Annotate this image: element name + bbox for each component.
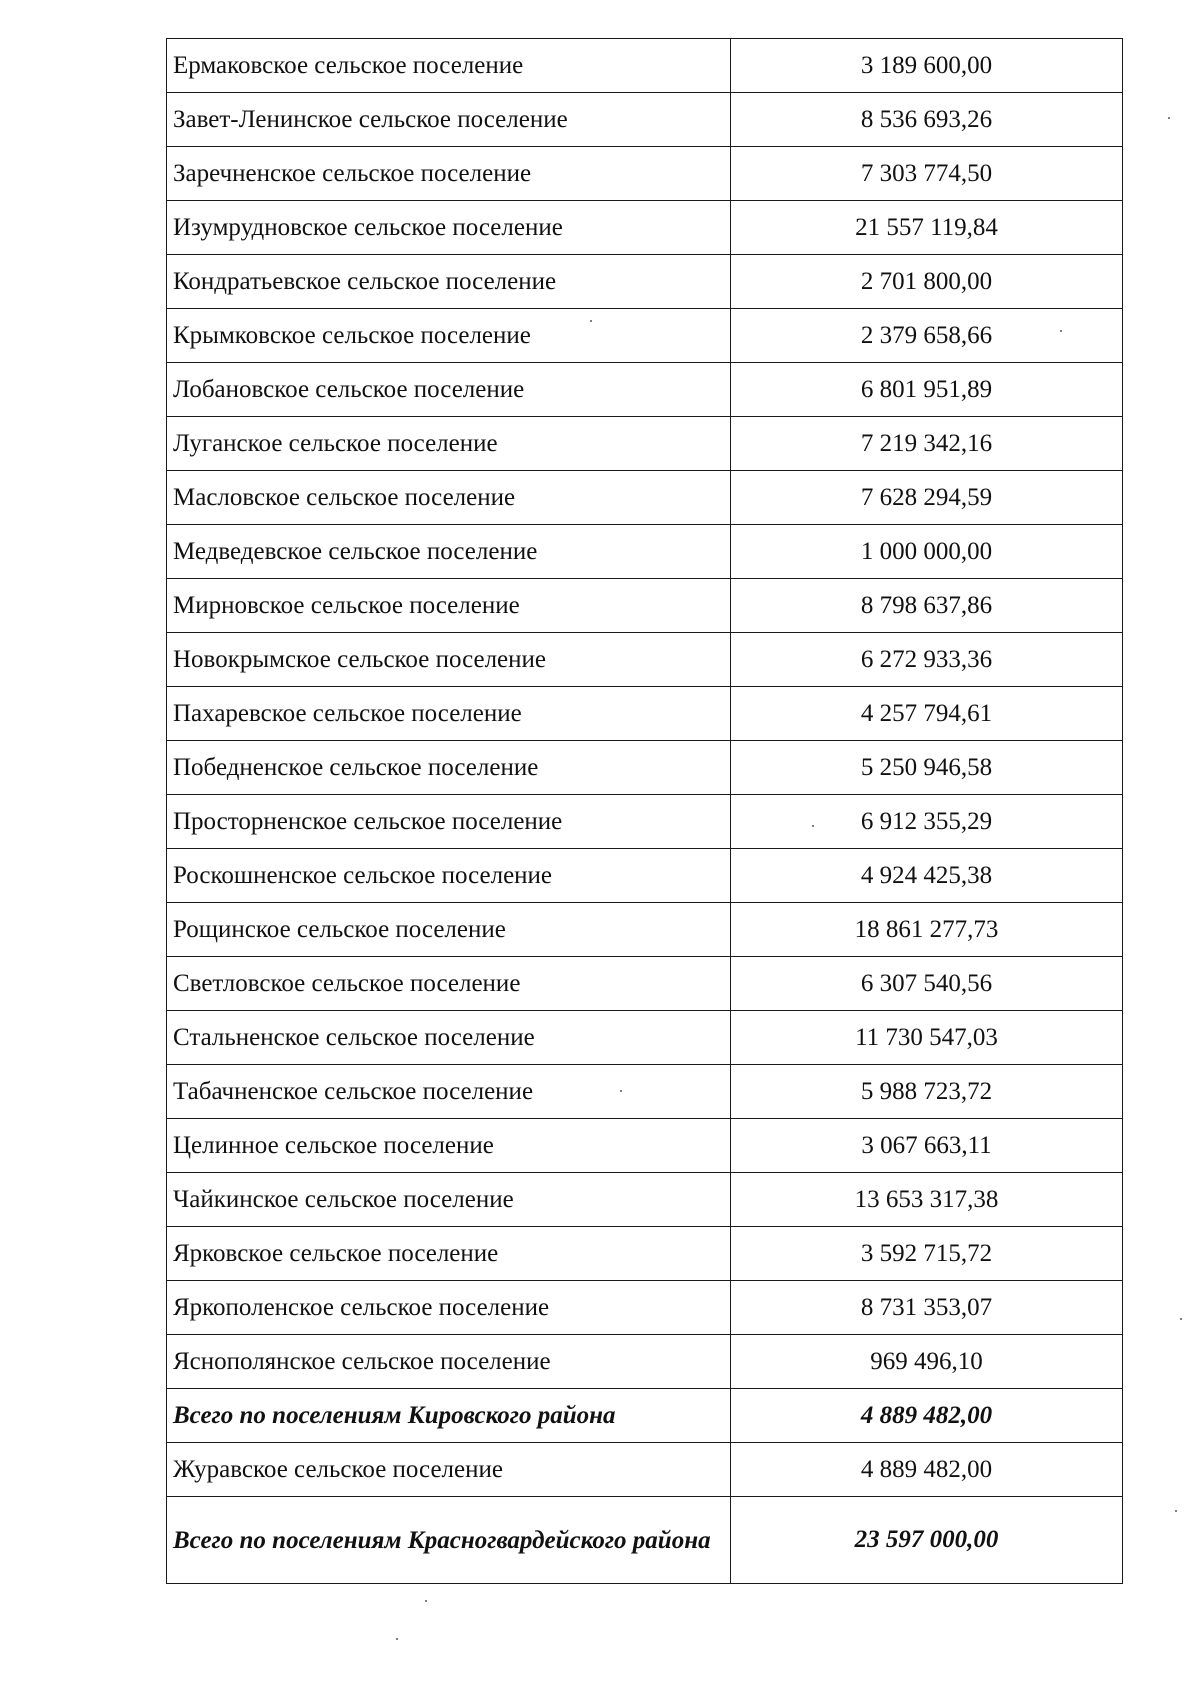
settlement-amount: 5 988 723,72 (731, 1065, 1123, 1119)
settlement-amount: 6 272 933,36 (731, 633, 1123, 687)
settlement-name: Крымковское сельское поселение (167, 309, 731, 363)
scan-speck (590, 320, 592, 322)
table-row (167, 363, 1123, 417)
settlement-name: Табачненское сельское поселение (167, 1065, 731, 1119)
table-row (167, 903, 1123, 957)
settlement-name: Просторненское сельское поселение (167, 795, 731, 849)
settlement-amount: 6 307 540,56 (731, 957, 1123, 1011)
settlement-name: Луганское сельское поселение (167, 417, 731, 471)
table-row (167, 1173, 1123, 1227)
settlement-amount: 2 379 658,66 (731, 309, 1123, 363)
table-row (167, 1227, 1123, 1281)
table-row (167, 201, 1123, 255)
settlement-amount: 8 798 637,86 (731, 579, 1123, 633)
settlements-budget-table (166, 38, 1123, 1584)
district-total-amount: 23 597 000,00 (731, 1497, 1123, 1584)
settlement-name: Яркополенское сельское поселение (167, 1281, 731, 1335)
scan-speck (425, 1600, 427, 1602)
settlement-amount: 4 924 425,38 (731, 849, 1123, 903)
settlement-amount: 4 257 794,61 (731, 687, 1123, 741)
settlement-name: Завет-Ленинское сельское поселение (167, 93, 731, 147)
settlement-amount: 4 889 482,00 (731, 1443, 1123, 1497)
scan-speck (1060, 330, 1062, 332)
settlement-amount: 7 628 294,59 (731, 471, 1123, 525)
table-row (167, 93, 1123, 147)
settlement-amount: 6 801 951,89 (731, 363, 1123, 417)
settlement-amount: 18 861 277,73 (731, 903, 1123, 957)
district-total-label: Всего по поселениям Кировского района (167, 1389, 731, 1443)
settlement-name: Яснополянское сельское поселение (167, 1335, 731, 1389)
settlement-name: Роскошненское сельское поселение (167, 849, 731, 903)
table-row (167, 417, 1123, 471)
settlement-amount: 2 701 800,00 (731, 255, 1123, 309)
district-total-row (167, 1497, 1123, 1584)
scan-speck (1175, 1510, 1177, 1512)
table-row (167, 309, 1123, 363)
settlement-amount: 6 912 355,29 (731, 795, 1123, 849)
settlement-name: Журавское сельское поселение (167, 1443, 731, 1497)
settlement-amount: 7 303 774,50 (731, 147, 1123, 201)
table-row (167, 147, 1123, 201)
table-row (167, 255, 1123, 309)
settlement-amount: 3 189 600,00 (731, 39, 1123, 93)
table-row (167, 741, 1123, 795)
settlement-name: Пахаревское сельское поселение (167, 687, 731, 741)
settlement-amount: 11 730 547,03 (731, 1011, 1123, 1065)
table-row (167, 579, 1123, 633)
table-row (167, 687, 1123, 741)
settlement-name: Медведевское сельское поселение (167, 525, 731, 579)
table-row (167, 633, 1123, 687)
settlement-amount: 1 000 000,00 (731, 525, 1123, 579)
settlement-name: Целинное сельское поселение (167, 1119, 731, 1173)
table-row (167, 1335, 1123, 1389)
district-total-amount: 4 889 482,00 (731, 1389, 1123, 1443)
table-row (167, 795, 1123, 849)
settlement-amount: 13 653 317,38 (731, 1173, 1123, 1227)
settlement-amount: 3 067 663,11 (731, 1119, 1123, 1173)
table-row (167, 1281, 1123, 1335)
settlement-name: Кондратьевское сельское поселение (167, 255, 731, 309)
settlement-name: Заречненское сельское поселение (167, 147, 731, 201)
settlement-name: Стальненское сельское поселение (167, 1011, 731, 1065)
scan-speck (1180, 1318, 1182, 1320)
settlement-name: Ярковское сельское поселение (167, 1227, 731, 1281)
table-row (167, 1065, 1123, 1119)
district-total-row (167, 1389, 1123, 1443)
settlement-name: Новокрымское сельское поселение (167, 633, 731, 687)
scan-speck (620, 1090, 622, 1092)
settlement-name: Мирновское сельское поселение (167, 579, 731, 633)
settlement-name: Светловское сельское поселение (167, 957, 731, 1011)
table-row (167, 1011, 1123, 1065)
table-row (167, 1119, 1123, 1173)
scan-speck (1168, 117, 1170, 119)
settlement-name: Изумрудновское сельское поселение (167, 201, 731, 255)
table-body (167, 39, 1123, 1584)
settlement-name: Масловское сельское поселение (167, 471, 731, 525)
settlement-amount: 969 496,10 (731, 1335, 1123, 1389)
table-row (167, 525, 1123, 579)
settlement-amount: 7 219 342,16 (731, 417, 1123, 471)
table-row (167, 849, 1123, 903)
settlement-amount: 8 536 693,26 (731, 93, 1123, 147)
table-row (167, 1443, 1123, 1497)
settlement-amount: 8 731 353,07 (731, 1281, 1123, 1335)
table-row (167, 39, 1123, 93)
settlement-name: Ермаковское сельское поселение (167, 39, 731, 93)
settlement-name: Лобановское сельское поселение (167, 363, 731, 417)
district-total-label: Всего по поселениям Красногвардейского района (167, 1497, 731, 1584)
table-row (167, 471, 1123, 525)
scan-speck (812, 825, 814, 827)
settlement-amount: 21 557 119,84 (731, 201, 1123, 255)
settlement-amount: 3 592 715,72 (731, 1227, 1123, 1281)
scan-speck (396, 1638, 398, 1640)
table-row (167, 957, 1123, 1011)
settlement-name: Рощинское сельское поселение (167, 903, 731, 957)
settlement-name: Победненское сельское поселение (167, 741, 731, 795)
settlement-name: Чайкинское сельское поселение (167, 1173, 731, 1227)
settlement-amount: 5 250 946,58 (731, 741, 1123, 795)
